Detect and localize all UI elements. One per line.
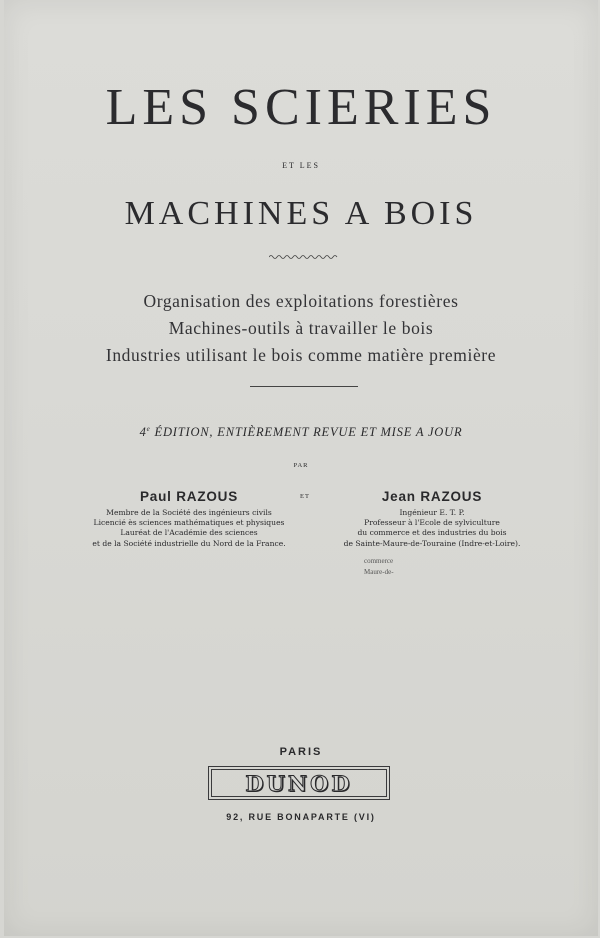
- author-credential: Licencié ès sciences mathématiques et physiques: [93, 518, 285, 528]
- publisher-name: DUNOD: [211, 769, 387, 797]
- handwritten-note: [364, 556, 394, 578]
- publisher-city: PARIS: [279, 746, 323, 758]
- wavy-ornament: [269, 254, 339, 260]
- divider-rule: [250, 386, 358, 387]
- author-credential: Professeur à l'Ecole de sylviculture: [364, 518, 500, 528]
- note-line: commerce: [364, 557, 394, 565]
- title-page: [4, 0, 598, 936]
- book-title: LES SCIERIES: [105, 79, 497, 136]
- author-credential: Ingénieur E. T. P.: [399, 508, 465, 517]
- edition-text: ÉDITION, ENTIÈREMENT REVUE ET MISE A JOUR: [150, 425, 463, 440]
- by-label: PAR: [293, 462, 309, 469]
- edition-suffix: e: [146, 425, 151, 433]
- subject-line: Machines-outils à travailler le bois: [168, 318, 434, 338]
- edition-number: 4: [139, 425, 147, 440]
- title-conjunction: ET LES: [282, 161, 320, 170]
- author-credential: Lauréat de l'Académie des sciences: [120, 528, 258, 538]
- author-name: Paul RAZOUS: [139, 489, 239, 504]
- book-subtitle: MACHINES A BOIS: [124, 195, 478, 232]
- author-credential: du commerce et des industries du bois: [357, 528, 507, 538]
- publisher-logo: [208, 766, 390, 800]
- note-line: Maure-de-: [364, 568, 394, 576]
- author-name: Jean RAZOUS: [381, 489, 483, 504]
- author-paul-razous: [64, 489, 314, 549]
- subject-line: Organisation des exploitations forestières: [143, 291, 459, 311]
- edition-line: [4, 425, 598, 440]
- subject-line: Industries utilisant le bois comme matière première: [105, 345, 497, 365]
- author-credential: Membre de la Société des ingénieurs civils: [106, 508, 272, 517]
- author-jean-razous: [322, 489, 542, 549]
- and-label: ET: [300, 493, 310, 500]
- author-credential: de Sainte-Maure-de-Touraine (Indre-et-Loire).: [343, 538, 521, 548]
- publisher-address: 92, RUE BONAPARTE (VI): [226, 812, 376, 822]
- subjects-block: [4, 288, 598, 369]
- author-credential: et de la Société industrielle du Nord de la France.: [92, 538, 286, 548]
